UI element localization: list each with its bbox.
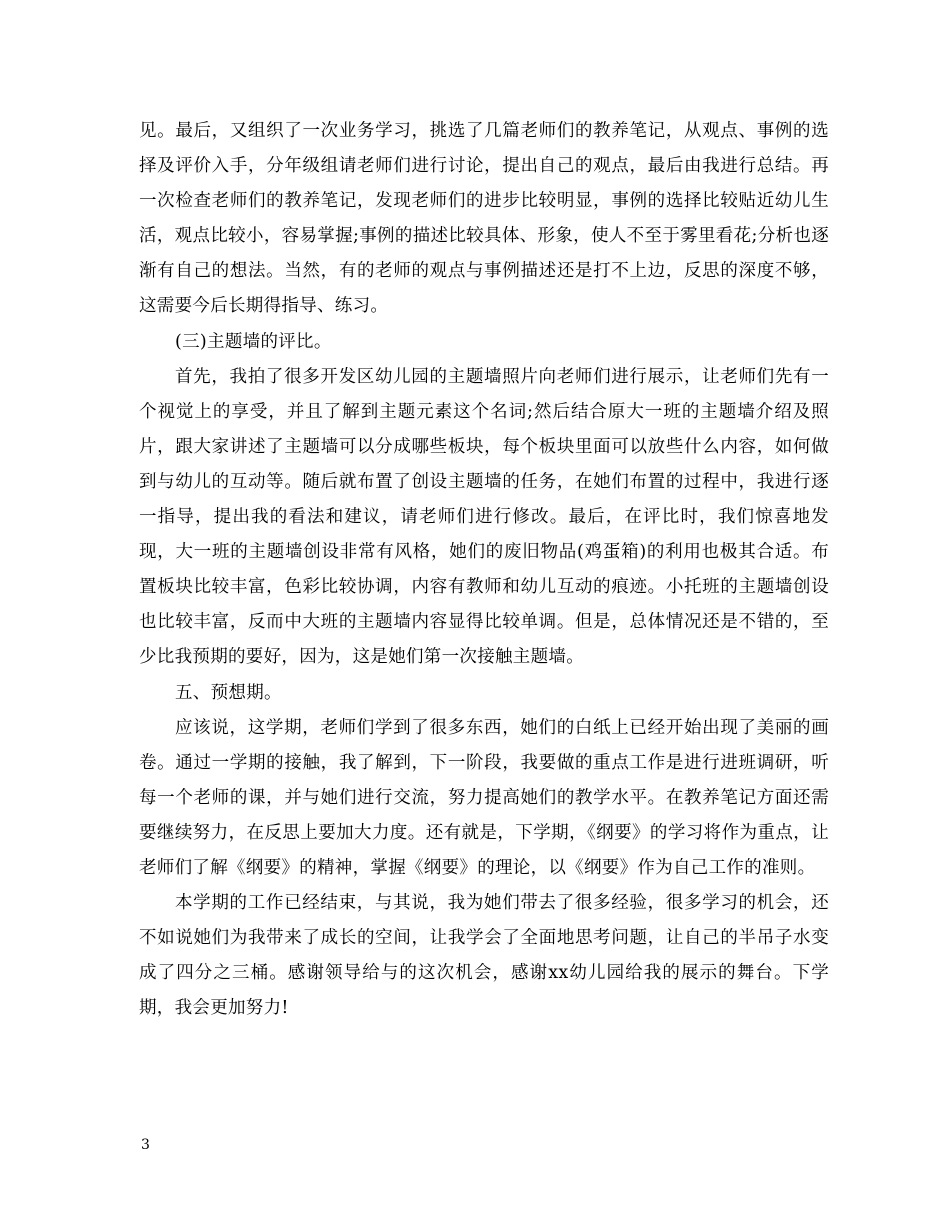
page-number: 3 <box>141 1137 150 1153</box>
paragraph-continuation: 见。最后，又组织了一次业务学习，挑选了几篇老师们的教养笔记，从观点、事例的选择及评价入手，分年级组请老师们进行讨论，提出自己的观点，最后由我进行总结。再一次检查老师们的教养笔记，发现老师们的进步比较明显，事例的选择比较贴近幼儿生活，观点比较小，容易掌握;事例的描述比较具体、形象，使人不至于雾里看花;分析也逐渐有自己的想法。当然，有的老师的观点与事例描述还是打不上边，反思的深度不够，这需要今后长期得指导、练习。 <box>139 121 829 317</box>
paragraph-theme-wall: 首先，我拍了很多开发区幼儿园的主题墙照片向老师们进行展示，让老师们先有一个视觉上的享受，并且了解到主题元素这个名词;然后结合原大一班的主题墙介绍及照片，跟大家讲述了主题墙可以分成哪些板块，每个板块里面可以放些什么内容，如何做到与幼儿的互动等。随后就布置了创设主题墙的任务，在她们布置的过程中，我进行逐一指导，提出我的看法和建议，请老师们进行修改。最后，在评比时，我们惊喜地发现，大一班的主题墙创设非常有风格，她们的废旧物品(鸡蛋箱)的利用也极其合适。布置板块比较丰富，色彩比较协调，内容有教师和幼儿互动的痕迹。小托班的主题墙创设也比较丰富，反而中大班的主题墙内容显得比较单调。但是，总体情况还是不错的，至少比我预期的要好，因为，这是她们第一次接触主题墙。 <box>139 366 829 668</box>
heading-outlook-period: 五、预想期。 <box>175 682 282 703</box>
paragraph-outlook: 应该说，这学期，老师们学到了很多东西，她们的白纸上已经开始出现了美丽的画卷。通过一学期的接触，我了解到，下一阶段，我要做的重点工作是进行进班调研，听每一个老师的课，并与她们进行交流，努力提高她们的教学水平。在教养笔记方面还需要继续努力，在反思上要加大力度。还有就是，下学期，《纲要》的学习将作为重点，让老师们了解《纲要》的精神，掌握《纲要》的理论，以《纲要》作为自己工作的准则。 <box>139 717 829 878</box>
heading-theme-wall-evaluation: (三)主题墙的评比。 <box>175 331 332 352</box>
paragraph-conclusion: 本学期的工作已经结束，与其说，我为她们带去了很多经验，很多学习的机会，还不如说她们为我带来了成长的空间，让我学会了全面地思考问题，让自己的半吊子水变成了四分之三桶。感谢领导给与的这次机会，感谢xx幼儿园给我的展示的舞台。下学期，我会更加努力! <box>139 893 829 1019</box>
document-body <box>139 114 829 1026</box>
